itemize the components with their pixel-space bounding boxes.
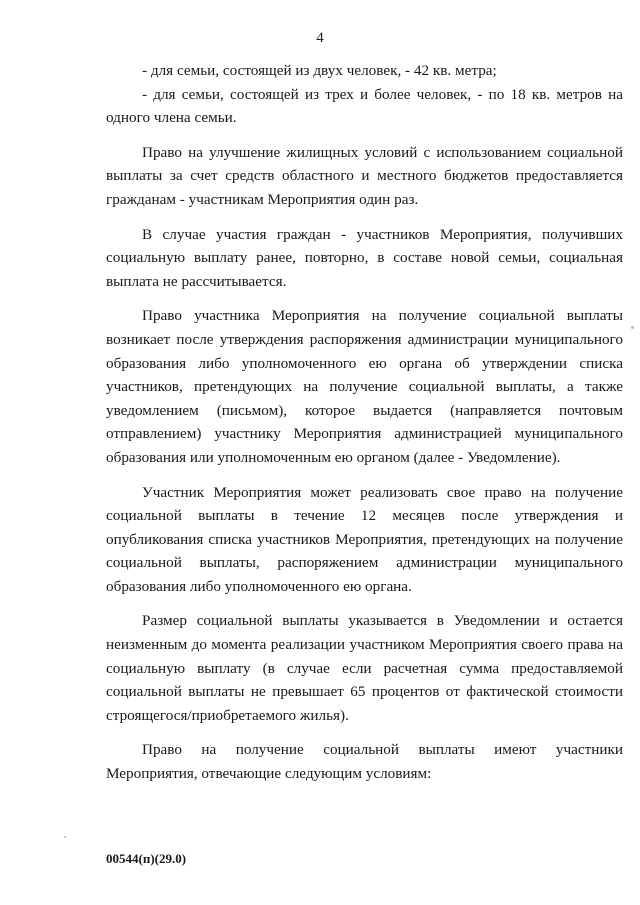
scan-speck — [64, 836, 66, 838]
paragraph-right-arises: Право участника Мероприятия на получение социальной выплаты возникает после утверждения распоряжения администрации муниципального образования либо уполномоченного ею органа об утверждении списка участников, претендующих на получение социальной выплаты, а также уведомлением (письмом), которое выдается (направляется почтовым отправлением) участнику Мероприятия администрацией муниципального образования или уполномоченным ею органом (далее - Уведомление). — [106, 307, 623, 466]
page-number: 4 — [316, 30, 324, 46]
document-code: 00544(п)(29.0) — [106, 851, 187, 866]
paragraph-conditions: Право на получение социальной выплаты имеют участники Мероприятия, отвечающие следующим условиям: — [106, 741, 623, 783]
paragraph-payment-size: Размер социальной выплаты указывается в Уведомлении и остается неизменным до момента реализации участником Мероприятия своего права на социальную выплату (в случае если расчетная сумма предоставляемой социальной выплаты не превышает 65 процентов от фактической стоимости строящегося/приобретаемого жилья). — [106, 612, 623, 724]
paragraph-repeat-participation: В случае участия граждан - участников Мероприятия, получивших социальную выплату ранее, повторно, в составе новой семьи, социальная выплата не рассчитывается. — [106, 225, 623, 290]
paragraph-family-two: - для семьи, состоящей из двух человек, - 42 кв. метра; — [142, 62, 497, 79]
body-text — [106, 59, 623, 786]
paragraph-family-three-plus: - для семьи, состоящей из трех и более человек, - по 18 кв. метров на одного члена семьи. — [106, 85, 623, 127]
scan-speck — [631, 326, 634, 329]
paragraph-realization-period: Участник Мероприятия может реализовать свое право на получение социальной выплаты в течение 12 месяцев после утверждения и опубликования списка участников Мероприятия, претендующих на получение социальной выплаты, распоряжением администрации муниципального образования либо уполномоченного ею органа. — [106, 483, 623, 595]
paragraph-right-once: Право на улучшение жилищных условий с использованием социальной выплаты за счет средств областного и местного бюджетов предоставляется гражданам - участникам Мероприятия один раз. — [106, 143, 623, 208]
